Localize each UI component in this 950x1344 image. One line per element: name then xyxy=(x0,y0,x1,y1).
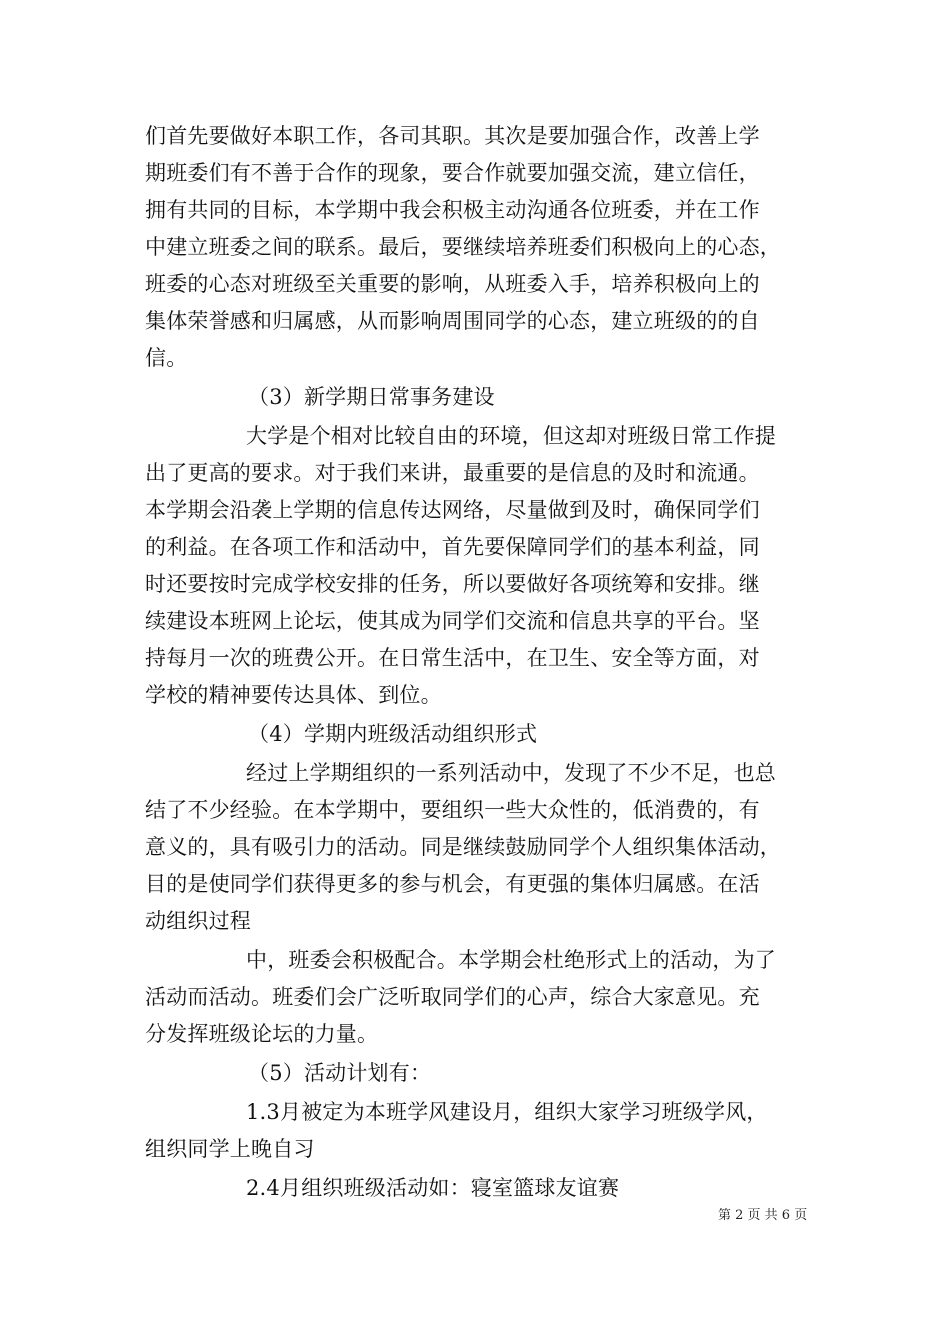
text-line: 意义的，具有吸引力的活动。同是继续鼓励同学个人组织集体活动， xyxy=(145,835,781,859)
text-line: 续建设本班网上论坛，使其成为同学们交流和信息共享的平台。坚 xyxy=(145,609,760,633)
text-line: 分发挥班级论坛的力量。 xyxy=(145,1022,379,1046)
section-heading: （4）学期内班级活动组织形式 xyxy=(248,722,538,746)
list-item-continuation: 组织同学上晚自习 xyxy=(145,1137,315,1161)
text-line: 活动而活动。班委们会广泛听取同学们的心声，综合大家意见。充 xyxy=(145,985,760,1009)
text-line: 集体荣誉感和归属感，从而影响周围同学的心态，建立班级的的自 xyxy=(145,309,760,333)
text-line: 大学是个相对比较自由的环境，但这却对班级日常工作提 xyxy=(246,424,776,448)
text-line: 经过上学期组织的一系列活动中，发现了不少不足，也总 xyxy=(246,761,776,785)
text-line: 期班委们有不善于合作的现象，要合作就要加强交流，建立信任， xyxy=(145,161,760,185)
text-line: 班委的心态对班级至关重要的影响，从班委入手，培养积极向上的 xyxy=(145,272,760,296)
section-heading: （3）新学期日常事务建设 xyxy=(248,385,495,409)
list-item: 2.4月组织班级活动如：寝室篮球友谊赛 xyxy=(246,1176,620,1200)
page-number-footer: 第 2 页 共 6 页 xyxy=(718,1208,808,1223)
text-line: 们首先要做好本职工作，各司其职。其次是要加强合作，改善上学 xyxy=(145,124,760,148)
text-line: 动组织过程 xyxy=(145,909,251,933)
text-line: 结了不少经验。在本学期中，要组织一些大众性的，低消费的，有 xyxy=(145,798,760,822)
section-heading: （5）活动计划有： xyxy=(248,1061,432,1085)
list-item: 1.3月被定为本班学风建设月，组织大家学习班级学风， xyxy=(246,1100,768,1124)
text-line: 中，班委会积极配合。本学期会杜绝形式上的活动，为了 xyxy=(246,948,776,972)
text-line: 时还要按时完成学校安排的任务，所以要做好各项统筹和安排。继 xyxy=(145,572,760,596)
text-line: 信。 xyxy=(145,346,188,370)
text-line: 持每月一次的班费公开。在日常生活中，在卫生、安全等方面，对 xyxy=(145,646,760,670)
text-line: 中建立班委之间的联系。最后，要继续培养班委们积极向上的心态， xyxy=(145,235,781,259)
text-line: 本学期会沿袭上学期的信息传达网络，尽量做到及时，确保同学们 xyxy=(145,498,760,522)
text-line: 拥有共同的目标，本学期中我会积极主动沟通各位班委，并在工作 xyxy=(145,198,760,222)
text-line: 目的是使同学们获得更多的参与机会，有更强的集体归属感。在活 xyxy=(145,872,760,896)
text-line: 出了更高的要求。对于我们来讲，最重要的是信息的及时和流通。 xyxy=(145,461,760,485)
text-line: 学校的精神要传达具体、到位。 xyxy=(145,683,442,707)
text-line: 的利益。在各项工作和活动中，首先要保障同学们的基本利益，同 xyxy=(145,535,760,559)
